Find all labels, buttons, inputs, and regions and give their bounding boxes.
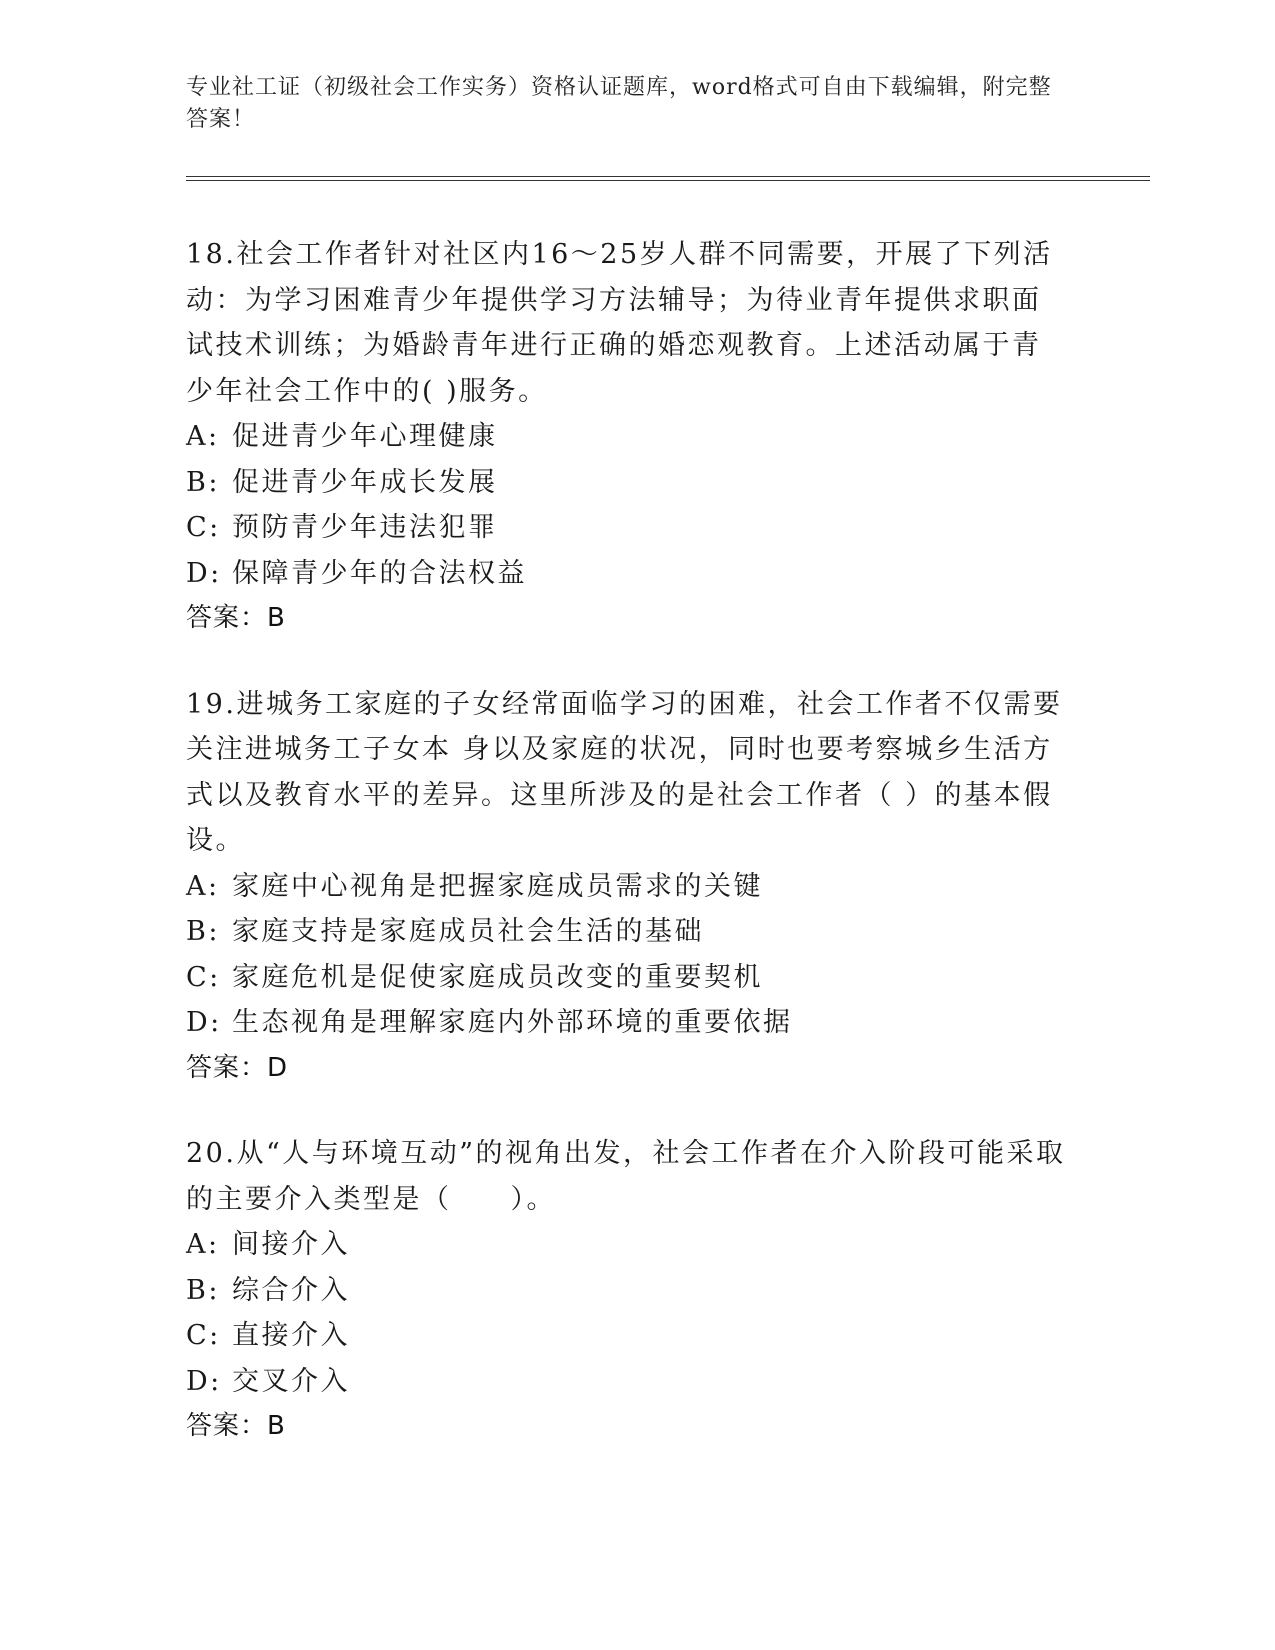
header-divider: [186, 176, 1150, 181]
question-stem: 20.从“人与环境互动”的视角出发，社会工作者在介入阶段可能采取的主要介入类型是（ ）。: [186, 1138, 1066, 1215]
option-letter: D:: [186, 557, 222, 589]
option-list: [186, 414, 1086, 596]
question-18: [186, 232, 1086, 642]
question-20: [186, 1131, 1086, 1450]
option-letter: C:: [186, 1320, 221, 1351]
question-19: [186, 682, 1086, 1092]
option-letter: D:: [186, 1007, 222, 1038]
option-b: [186, 1268, 1086, 1314]
answer-line: 答案：B: [186, 603, 286, 633]
option-c: [186, 505, 1086, 551]
option-text: 直接介入: [232, 1320, 350, 1351]
option-text: 促进青少年成长发展: [232, 466, 498, 498]
option-b: [186, 909, 1086, 955]
option-text: 综合介入: [232, 1274, 350, 1306]
header-text: 专业社工证（初级社会工作实务）资格认证题库，word格式可自由下载编辑，附完整答案！: [186, 75, 1052, 132]
option-letter: A:: [186, 1229, 220, 1260]
option-text: 保障青少年的合法权益: [232, 557, 527, 589]
option-letter: A:: [186, 421, 220, 452]
option-letter: A:: [186, 870, 220, 902]
option-letter: B:: [186, 916, 220, 947]
option-letter: C:: [186, 961, 221, 993]
option-c: [186, 1313, 1086, 1359]
option-text: 间接介入: [232, 1229, 350, 1260]
page-header: [186, 72, 1066, 136]
option-list: [186, 864, 1086, 1046]
option-text: 生态视角是理解家庭内外部环境的重要依据: [232, 1007, 793, 1038]
option-text: 促进青少年心理健康: [232, 421, 498, 452]
answer-line: 答案：B: [186, 1411, 286, 1441]
option-text: 交叉介入: [232, 1365, 350, 1397]
option-d: [186, 1000, 1086, 1046]
question-stem: 18.社会工作者针对社区内16～25岁人群不同需要，开展了下列活动：为学习困难青少年提供学习方法辅导；为待业青年提供求职面试技术训练；为婚龄青年进行正确的婚恋观教育。上述活动属于青少年社会工作中的( )服务。: [186, 239, 1053, 407]
option-b: [186, 460, 1086, 506]
option-letter: B:: [186, 1274, 220, 1306]
option-d: [186, 1359, 1086, 1405]
option-letter: D:: [186, 1365, 222, 1397]
option-a: [186, 864, 1086, 910]
option-c: [186, 955, 1086, 1001]
option-text: 家庭危机是促使家庭成员改变的重要契机: [232, 961, 763, 993]
answer-line: 答案：D: [186, 1052, 289, 1083]
question-list: [186, 232, 1086, 1490]
question-stem: 19.进城务工家庭的子女经常面临学习的困难，社会工作者不仅需要关注进城务工子女本 身以及家庭的状况，同时也要考察城乡生活方式以及教育水平的差异。这里所涉及的是社会工作者（ ）的基本假设。: [186, 688, 1063, 856]
option-d: [186, 551, 1086, 597]
option-a: [186, 414, 1086, 460]
option-letter: C:: [186, 512, 221, 543]
option-text: 预防青少年违法犯罪: [232, 512, 498, 543]
option-text: 家庭中心视角是把握家庭成员需求的关键: [232, 870, 763, 902]
option-text: 家庭支持是家庭成员社会生活的基础: [232, 916, 704, 947]
option-letter: B:: [186, 466, 220, 498]
option-a: [186, 1222, 1086, 1268]
option-list: [186, 1222, 1086, 1404]
